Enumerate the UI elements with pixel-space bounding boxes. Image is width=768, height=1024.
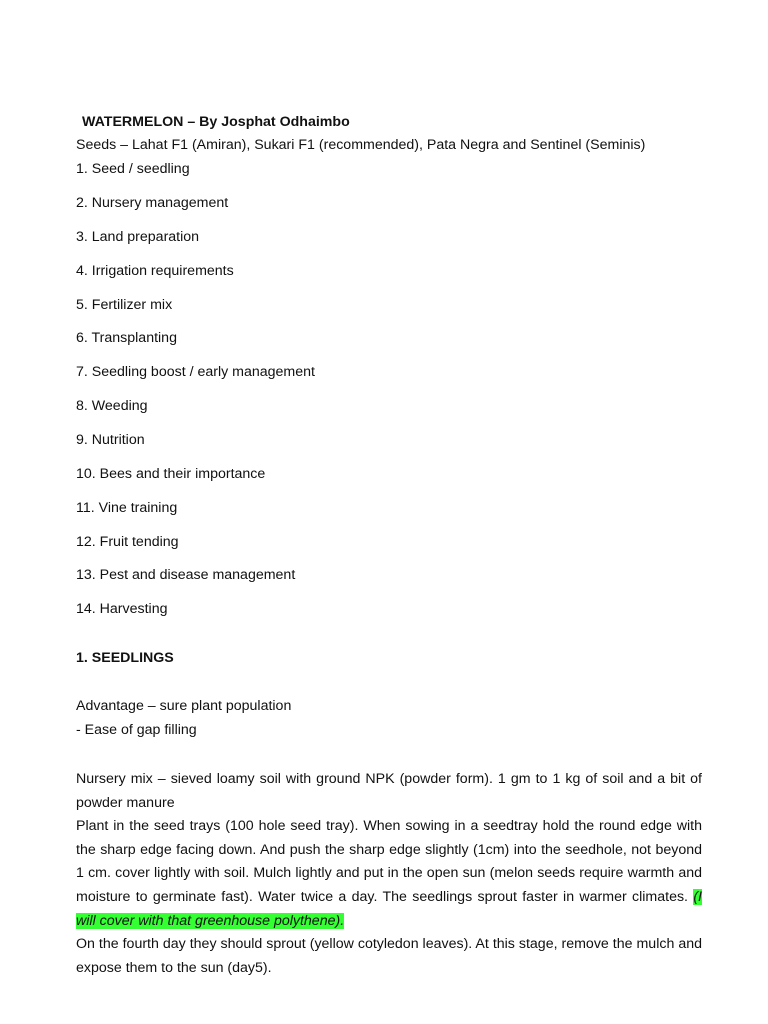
nursery-mix-paragraph: Nursery mix – sieved loamy soil with ground NPK (powder form). 1 gm to 1 kg of soil and a bit of powder manure — [76, 771, 702, 811]
seedlings-body — [76, 768, 702, 980]
fourth-day-paragraph: On the fourth day they should sprout (yellow cotyledon leaves). At this stage, remove the mulch and expose them to the sun (day5). — [76, 936, 702, 976]
document-title: WATERMELON – By Josphat Odhaimbo — [82, 114, 350, 130]
toc-item: 7. Seedling boost / early management — [76, 364, 315, 380]
toc-item: 11. Vine training — [76, 500, 178, 516]
toc-item: 3. Land preparation — [76, 229, 200, 245]
toc-item: 5. Fertilizer mix — [76, 297, 173, 313]
toc-item: 13. Pest and disease management — [76, 567, 296, 583]
toc-item: 1. Seed / seedling — [76, 161, 190, 177]
advantage-line: Advantage – sure plant population — [76, 698, 292, 714]
toc-item: 4. Irrigation requirements — [76, 263, 234, 279]
toc-item: 10. Bees and their importance — [76, 466, 266, 482]
toc-item: 8. Weeding — [76, 398, 148, 414]
planting-text: Plant in the seed trays (100 hole seed tray). When sowing in a seedtray hold the round edge with the sharp edge facing down. And push the sharp edge slightly (1cm) into the seedhole, not beyond 1 cm. cover lightly with soil. Mulch lightly and put in the open sun (melon seeds require warmth and moisture to germinate fast). Water twice a day. The seedlings sprout faster in warmer climates. — [76, 818, 702, 905]
toc-item: 2. Nursery management — [76, 195, 229, 211]
toc-item: 12. Fruit tending — [76, 534, 179, 550]
planting-paragraph — [76, 815, 702, 933]
toc-item: 6. Transplanting — [76, 330, 177, 346]
toc-item: 9. Nutrition — [76, 432, 145, 448]
highlighted-note: (I will cover with that greenhouse polythene). — [76, 888, 702, 929]
seeds-varieties-line: Seeds – Lahat F1 (Amiran), Sukari F1 (recommended), Pata Negra and Sentinel (Seminis) — [76, 137, 646, 153]
section-heading-seedlings: 1. SEEDLINGS — [76, 650, 174, 666]
gap-filling-line: - Ease of gap filling — [76, 722, 197, 738]
toc-item: 14. Harvesting — [76, 601, 168, 617]
